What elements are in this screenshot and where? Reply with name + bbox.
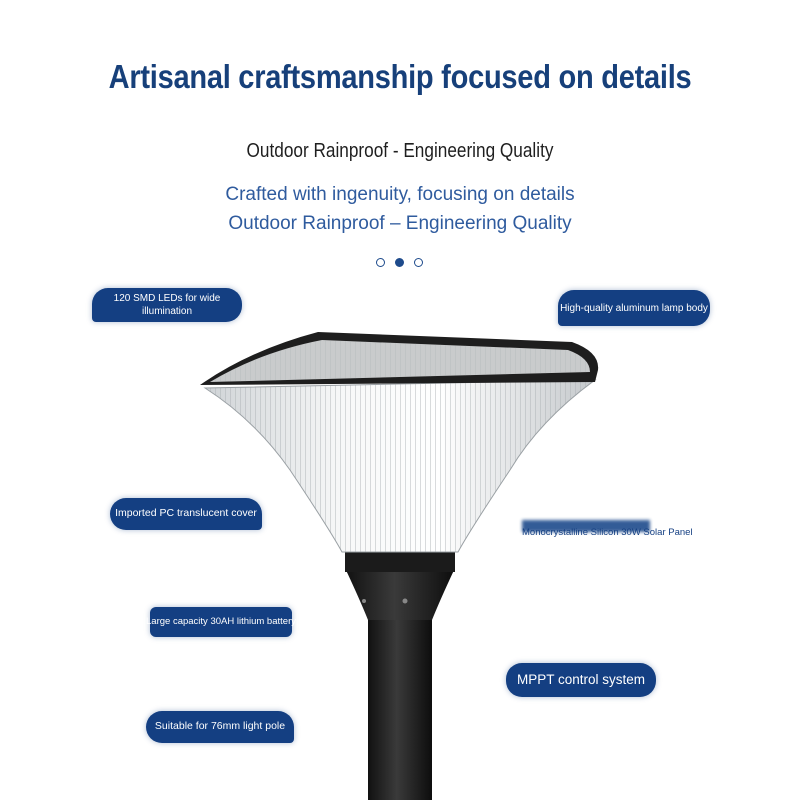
- label-pc-cover: Imported PC translucent cover: [110, 498, 262, 530]
- description-line-1: Crafted with ingenuity, focusing on details: [225, 184, 575, 205]
- description-line-2: Outdoor Rainproof – Engineering Quality: [228, 213, 572, 234]
- label-lamp-body: High-quality aluminum lamp body: [558, 290, 710, 326]
- label-pole: Suitable for 76mm light pole: [146, 711, 294, 743]
- label-mppt: MPPT control system: [506, 663, 656, 697]
- label-solar-panel: Monocrystalline Silicon 30W Solar Panel: [522, 526, 693, 538]
- page-title: Artisanal craftsmanship focused on details: [108, 58, 692, 95]
- label-leds: 120 SMD LEDs for wide illumination: [92, 288, 242, 322]
- label-battery: Large capacity 30AH lithium battery: [150, 607, 292, 637]
- page-subtitle: Outdoor Rainproof - Engineering Quality: [246, 140, 554, 162]
